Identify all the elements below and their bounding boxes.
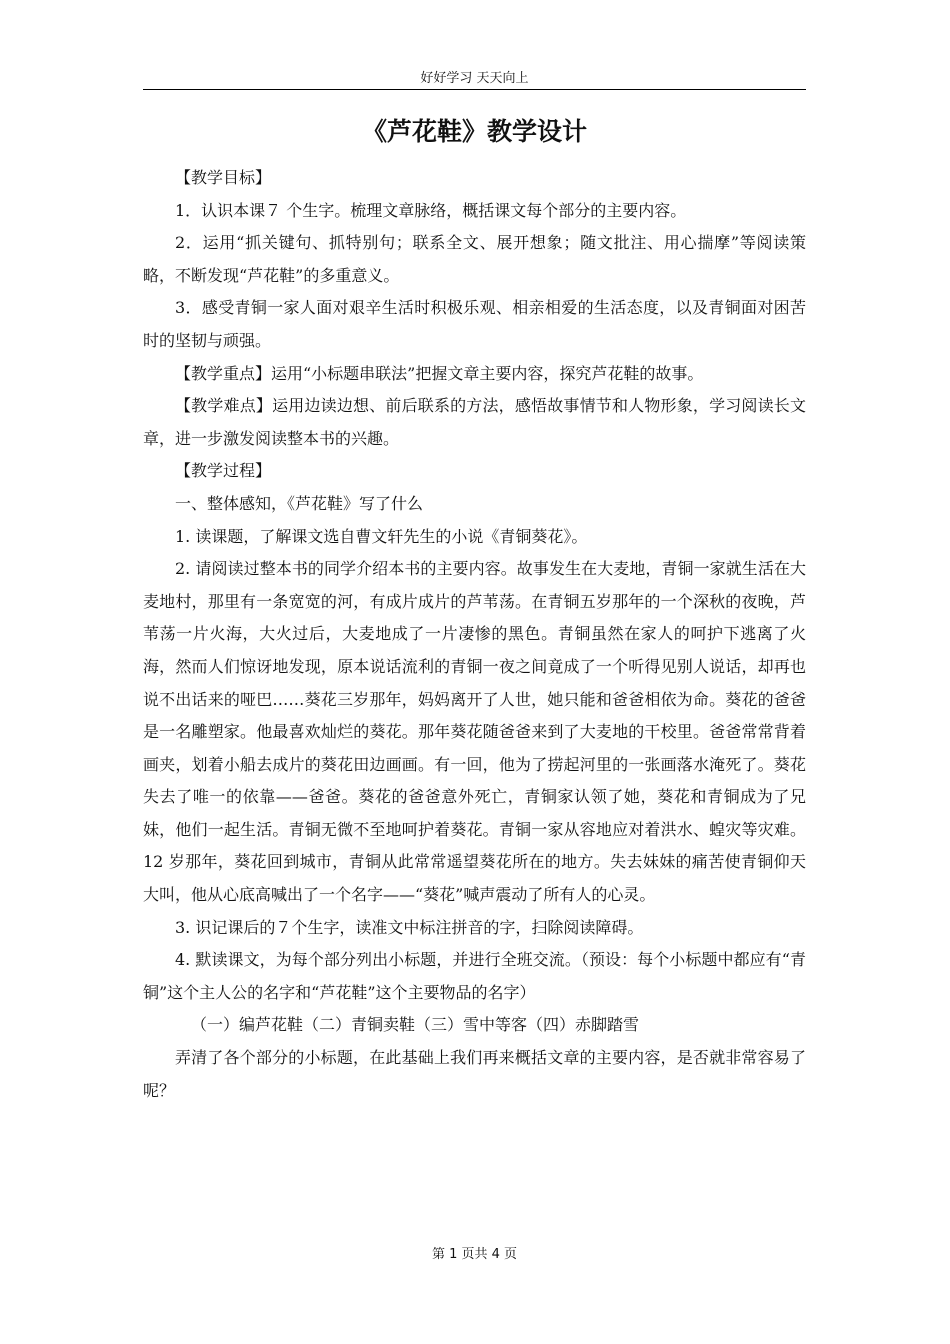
teaching-difficulty: 【教学难点】运用边读边想、前后联系的方法，感悟故事情节和人物形象，学习阅读长文章，进一步激发阅读整本书的兴趣。 bbox=[143, 396, 806, 448]
teaching-key-point: 【教学重点】运用“小标题串联法”把握文章主要内容，探究芦花鞋的故事。 bbox=[175, 363, 704, 383]
page-header: 好好学习 天天向上 bbox=[420, 71, 529, 86]
process-item: 1. 读课题，了解课文选自曹文轩先生的小说《青铜葵花》。 bbox=[175, 526, 588, 546]
section-heading-objectives: 【教学目标】 bbox=[175, 168, 272, 187]
header-divider bbox=[143, 89, 806, 90]
objective-item: 1．认识本课７ 个生字。梳理文章脉络，概括课文每个部分的主要内容。 bbox=[175, 200, 687, 220]
process-item: 3. 识记课后的７个生字，读准文中标注拼音的字，扫除阅读障碍。 bbox=[175, 917, 644, 937]
subtitle-outline: （一）编芦花鞋（二）青铜卖鞋（三）雪中等客（四）赤脚踏雪 bbox=[191, 1015, 640, 1035]
process-item: 2. 请阅读过整本书的同学介绍本书的主要内容。故事发生在大麦地，青铜一家就生活在大麦地村，那里有一条宽宽的河，有成片成片的芦苇荡。在青铜五岁那年的一个深秋的夜晚，芦苇荡一片火海，大火过后，大麦地成了一片凄惨的黑色。青铜虽然在家人的呵护下逃离了火海，然而人们惊讶地发现，原本说话流利的青铜一夜之间竟成了一个听得见别人说话，却再也说不出话来的哑巴……葵花三岁那年，妈妈离开了人世，她只能和爸爸相依为命。葵花的爸爸是一名雕塑家。他最喜欢灿烂的葵花。那年葵花随爸爸来到了大麦地的干校里。爸爸常常背着画夹，划着小船去成片的葵花田边画画。有一回，他为了捞起河里的一张画落水淹死了。葵花失去了唯一的依靠——爸爸。葵花的爸爸意外死亡，青铜家认领了她，葵花和青铜成为了兄妹，他们一起生活。青铜无微不至地呵护着葵花。青铜一家从容地应对着洪水、蝗灾等灾难。12 岁那年，葵花回到城市，青铜从此常常遥望葵花所在的地方。失去妹妹的痛苦使青铜仰天大叫，他从心底高喊出了一个名字——“葵花”喊声震动了所有人的心灵。 bbox=[143, 559, 806, 905]
process-step-heading: 一、整体感知，《芦花鞋》写了什么 bbox=[175, 493, 424, 513]
body-paragraph: 弄清了各个部分的小标题，在此基础上我们再来概括文章的主要内容，是否就非常容易了呢？ bbox=[143, 1048, 806, 1100]
page-number: 第 1 页共 4 页 bbox=[431, 1247, 518, 1262]
section-heading-process: 【教学过程】 bbox=[175, 461, 272, 481]
document-title: 《芦花鞋》教学设计 bbox=[361, 117, 587, 146]
document-body bbox=[143, 162, 806, 1107]
objective-item: 2．运用“抓关键句、抓特别句；联系全文、展开想象；随文批注、用心揣摩”等阅读策略，不断发现“芦花鞋”的多重意义。 bbox=[143, 233, 806, 285]
objective-item: 3．感受青铜一家人面对艰辛生活时积极乐观、相亲相爱的生活态度，以及青铜面对困苦时的坚韧与顽强。 bbox=[143, 298, 806, 350]
process-item: 4. 默读课文，为每个部分列出小标题，并进行全班交流。（预设：每个小标题中都应有“青铜”这个主人公的名字和“芦花鞋”这个主要物品的名字） bbox=[143, 950, 806, 1002]
